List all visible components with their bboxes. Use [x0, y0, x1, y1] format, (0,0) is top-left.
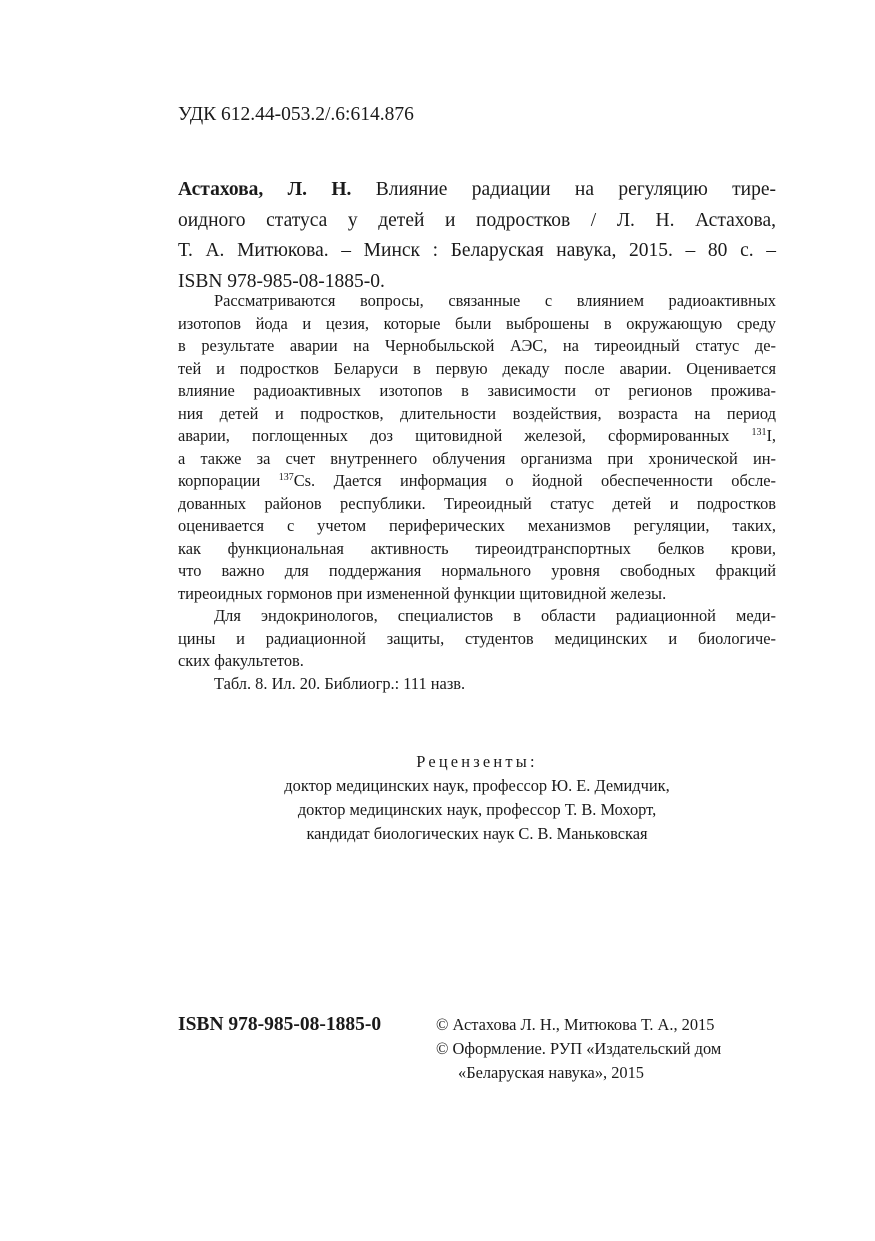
abstract-line: влияние радиоактивных изотопов в зависимости от регионов прожива- [178, 381, 776, 400]
abstract-line [178, 425, 776, 448]
abstract-line: тей и подростков Беларуси в первую декаду после аварии. Оценивается [178, 358, 776, 378]
abstract-line: тиреоидных гормонов при измененной функции щитовидной железы. [178, 583, 667, 603]
biblio-line-1 [178, 175, 776, 206]
biblio-line-3: Т. А. Митюкова. – Минск : Беларуская навука, 2015. – 80 с. – [178, 240, 776, 261]
reviewers-title: Рецензенты: [416, 752, 538, 771]
tables-figures-count: Табл. 8. Ил. 20. Библиогр.: 111 назв. [214, 673, 466, 693]
abstract-line: в результате аварии на Чернобыльской АЭС, на тиреоидный статус де- [178, 336, 776, 355]
isbn-number: ISBN 978-985-08-1885-0 [178, 1014, 382, 1035]
author-name: Астахова, Л. Н. [178, 179, 352, 200]
copyright-line: «Беларуская навука», 2015 [458, 1063, 644, 1082]
copyright-line: © Астахова Л. Н., Митюкова Т. А., 2015 [436, 1015, 715, 1034]
biblio-line-4: ISBN 978-985-08-1885-0. [178, 270, 385, 292]
copyright-line: © Оформление. РУП «Издательский дом [436, 1039, 722, 1058]
abstract-line: а также за счет внутреннего облучения организма при хронической ин- [178, 448, 776, 468]
abstract-line: изотопов йода и цезия, которые были выброшены в окружающую среду [178, 313, 776, 333]
biblio-line-2: оидного статуса у детей и подростков / Л. Н. Астахова, [178, 209, 776, 231]
audience-line: цины и радиационной защиты, студентов медицинских и биологиче- [178, 628, 776, 648]
udk-code: УДК 612.44-053.2/.6:614.876 [178, 104, 414, 125]
abstract-line: как функциональная активность тиреоидтранспортных белков крови, [178, 538, 776, 558]
isotope-mass-number: 131 [751, 427, 767, 438]
abstract [178, 290, 776, 695]
abstract-text: корпорации [178, 471, 279, 490]
abstract-text: аварии, поглощенных доз щитовидной железой, сформированных [178, 426, 752, 445]
abstract-line: ния детей и подростков, длительности воздействия, возраста на период [178, 403, 776, 423]
abstract-line [178, 470, 776, 493]
abstract-line: что важно для поддержания нормального уровня свободных фракций [178, 561, 776, 580]
reviewer-line: кандидат биологических наук С. В. Маньковская [306, 824, 648, 843]
isotope-mass-number: 137 [278, 472, 294, 483]
abstract-line: Рассматриваются вопросы, связанные с влиянием радиоактивных [214, 291, 776, 310]
abstract-text: I, [766, 426, 776, 445]
abstract-line: дованных районов республики. Тиреоидный статус детей и подростков [178, 493, 776, 513]
reviewer-line: доктор медицинских наук, профессор Ю. Е. Демидчик, [284, 776, 670, 795]
bibliographic-record [178, 175, 776, 297]
audience-line: ских факультетов. [178, 651, 304, 670]
reviewer-line: доктор медицинских наук, профессор Т. В. Мохорт, [297, 800, 657, 819]
copyright-notices [436, 1013, 721, 1085]
abstract-line: оценивается с учетом периферических механизмов регуляции, таких, [178, 516, 776, 535]
biblio-title-start: Влияние радиации на регуляцию тире- [351, 179, 776, 200]
reviewers [178, 750, 776, 846]
abstract-text: Cs. Дается информация о йодной обеспеченности обсле- [293, 471, 776, 490]
audience-line: Для эндокринологов, специалистов в области радиационной меди- [214, 606, 776, 625]
